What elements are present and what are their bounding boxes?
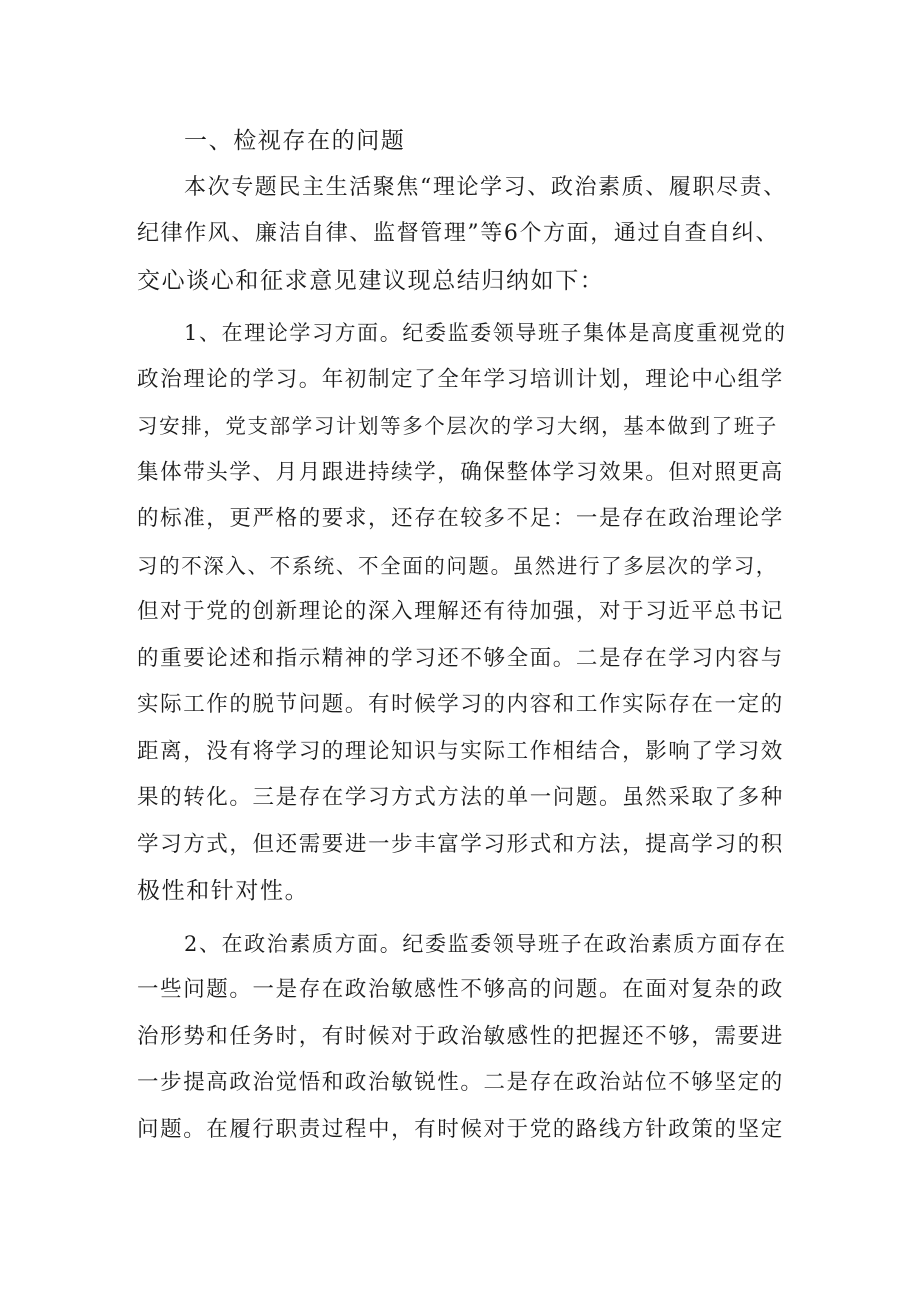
section-heading: 一、检视存在的问题 — [184, 128, 406, 154]
section2-line: 2、在政治素质方面。纪委监委领导班子在政治素质方面存在 — [184, 931, 787, 956]
section1-line: 实际工作的脱节问题。有时候学习的内容和工作实际存在一定的 — [137, 692, 784, 717]
section1-line: 1、在理论学习方面。纪委监委领导班子集体是高度重视党的 — [184, 321, 787, 345]
section2-line: 问题。在履行职责过程中，有时候对于党的路线方针政策的坚定 — [137, 1116, 784, 1142]
section1-line: 距离，没有将学习的理论知识与实际工作相结合，影响了学习效 — [137, 738, 784, 764]
section1-line: 极性和针对性。 — [137, 878, 310, 904]
section1-line: 的重要论述和指示精神的学习还不够全面。二是存在学习内容与 — [137, 645, 784, 671]
intro-line: 纪律作风、廉洁自律、监督管理”等6个方面，通过自查自纠、 — [137, 221, 780, 246]
section2-line: 一步提高政治觉悟和政治敏锐性。二是存在政治站位不够坚定的 — [137, 1070, 784, 1095]
section1-line: 学习方式，但还需要进一步丰富学习形式和方法，提高学习的积 — [137, 831, 784, 857]
section1-line: 习的不深入、不系统、不全面的问题。虽然进行了多层次的学习， — [137, 553, 778, 578]
section2-line: 一些问题。一是存在政治敏感性不够高的问题。在面对复杂的政 — [137, 977, 784, 1002]
section1-line: 的标准，更严格的要求，还存在较多不足：一是存在政治理论学 — [137, 506, 784, 531]
document-body — [137, 118, 791, 1153]
section1-line: 习安排，党支部学习计划等多个层次的学习大纲，基本做到了班子 — [137, 414, 778, 438]
intro-line: 交心谈心和征求意见建议现总结归纳如下： — [137, 267, 605, 294]
section1-line: 集体带头学、月月跟进持续学，确保整体学习效果。但对照更高 — [137, 459, 784, 485]
section1-line: 政治理论的学习。年初制定了全年学习培训计划，理论中心组学 — [137, 366, 784, 392]
section1-line: 但对于党的创新理论的深入理解还有待加强，对于习近平总书记 — [137, 599, 784, 624]
section1-line: 果的转化。三是存在学习方式方法的单一问题。虽然采取了多种 — [137, 785, 784, 810]
intro-line: 本次专题民主生活聚焦“理论学习、政治素质、履职尽责、 — [184, 174, 787, 200]
section2-line: 治形势和任务时，有时候对于政治敏感性的把握还不够，需要进 — [137, 1023, 784, 1049]
